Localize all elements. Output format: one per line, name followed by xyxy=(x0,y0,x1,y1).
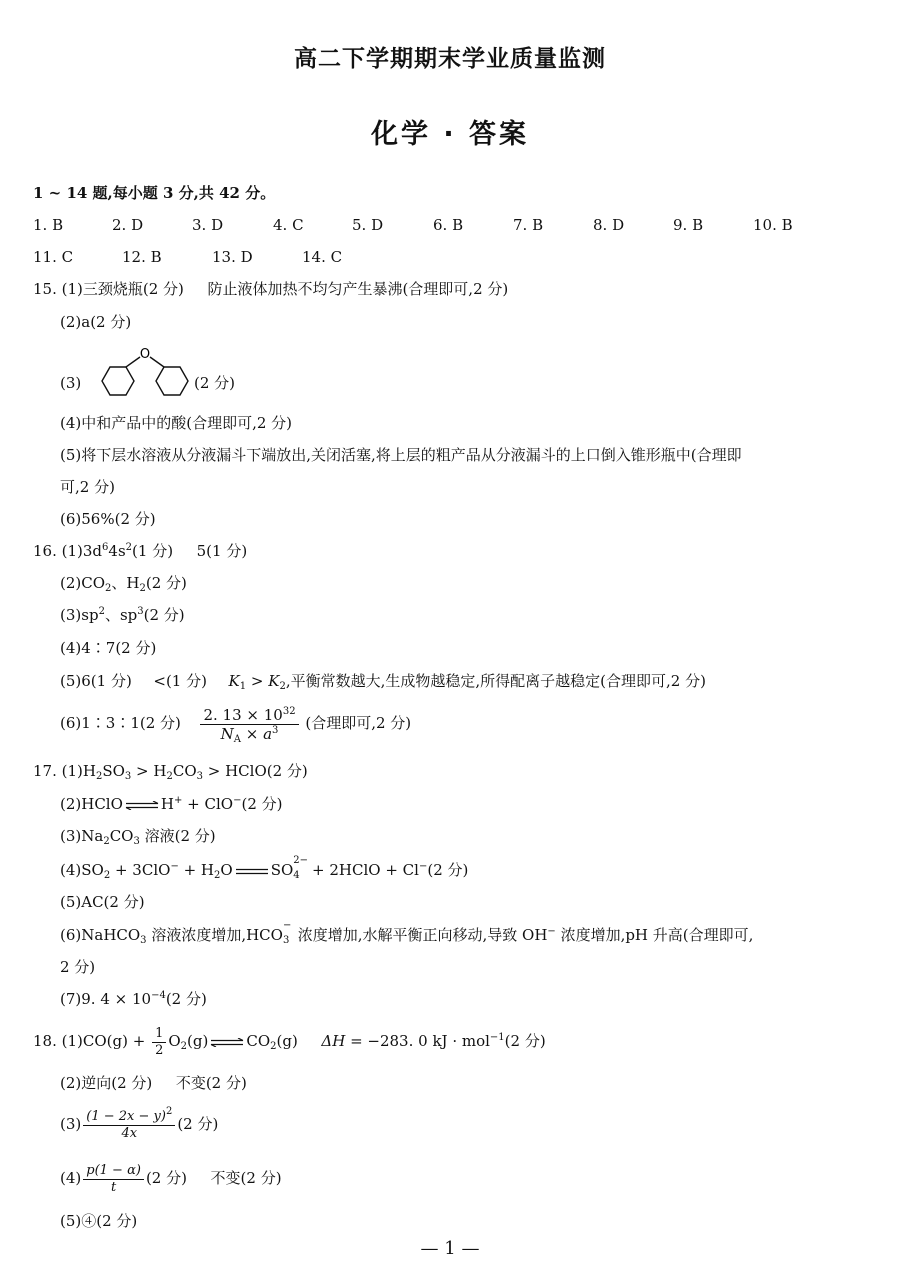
mc-answer: 8. D xyxy=(593,216,625,234)
mc-answer: 13. D xyxy=(212,248,253,266)
text: 浓度增加,水解平衡正向移动,导致 OH xyxy=(292,926,548,944)
text: 2 xyxy=(95,771,103,782)
text: (3) xyxy=(60,1115,82,1133)
text: 5(1 分) xyxy=(196,542,248,560)
q17-line3 xyxy=(60,826,216,846)
text: + ClO xyxy=(182,795,234,813)
text: 不变(2 分) xyxy=(210,1169,282,1187)
q15-line2: (2)a(2 分) xyxy=(60,313,132,331)
text: (2 分) xyxy=(143,606,185,624)
q15-part1-reason: 防止液体加热不均匀产生暴沸(合理即可,2 分) xyxy=(207,280,509,298)
text: − xyxy=(170,861,179,872)
text: (2 分) xyxy=(241,795,283,813)
kp-fraction xyxy=(83,1105,175,1142)
equilibrium-arrow-icon xyxy=(210,1038,244,1047)
q15-line4: (4)中和产品中的酸(合理即可,2 分) xyxy=(60,414,293,432)
q16-line6 xyxy=(60,703,411,743)
half-fraction xyxy=(152,1026,166,1059)
text: 2 xyxy=(139,583,146,594)
text: + xyxy=(174,795,183,806)
text: > xyxy=(246,672,269,690)
text: (4)SO xyxy=(60,861,104,879)
text: (2 分) xyxy=(427,861,469,879)
text: (6)NaHCO xyxy=(60,926,141,944)
text: 2 xyxy=(166,771,173,782)
q15-line6: (6)56%(2 分) xyxy=(60,510,156,528)
text: A xyxy=(233,733,241,745)
text: −4 xyxy=(151,990,166,1001)
text: 4x xyxy=(121,1125,138,1141)
text: (2)HClO xyxy=(60,795,123,813)
mc-answer: 6. B xyxy=(433,216,464,234)
mc-answer: 14. C xyxy=(302,248,343,266)
text: (3)Na xyxy=(60,827,104,845)
text: O xyxy=(220,861,233,879)
text: (6)1∶3∶1(2 分) xyxy=(60,714,181,732)
text: 2− xyxy=(293,855,309,866)
text: 2 xyxy=(165,1105,173,1117)
dicyclohexyl-ether-structure xyxy=(92,343,200,405)
text: 2. 13 × 10 xyxy=(203,705,283,724)
q18-line5: (5)④(2 分) xyxy=(60,1212,138,1230)
q17-line6-cont: 2 分) xyxy=(60,958,96,976)
text: H xyxy=(160,795,174,813)
q15-part3-label: (3) xyxy=(60,374,82,392)
text: ,平衡常数越大,生成物越稳定,所得配离子越稳定(合理即可,2 分) xyxy=(285,672,706,690)
text: 16. (1)3d xyxy=(33,542,103,560)
text: − xyxy=(418,861,428,872)
text: 2 xyxy=(125,542,133,553)
text: 3 xyxy=(133,836,140,847)
q16-line1 xyxy=(33,541,247,561)
text: K xyxy=(228,672,240,690)
q15-line3 xyxy=(60,373,81,393)
text: 2 xyxy=(103,870,111,881)
mc-answer: 7. B xyxy=(513,216,544,234)
q17-line6 xyxy=(60,920,754,946)
q17-line5: (5)AC(2 分) xyxy=(60,893,145,911)
mc-answer: 11. C xyxy=(33,248,74,266)
q17-line2 xyxy=(60,794,283,814)
mc-answer: 3. D xyxy=(192,216,224,234)
q18-line4 xyxy=(60,1158,282,1198)
text: 3 xyxy=(272,724,279,736)
text: 溶液(2 分) xyxy=(139,827,216,845)
text: (1 − 2x − y) xyxy=(86,1108,166,1124)
text: CO xyxy=(246,1032,271,1050)
text: t xyxy=(110,1179,117,1195)
q17-line1 xyxy=(33,761,308,781)
text: 18. (1)CO(g) + xyxy=(33,1032,151,1050)
page-subtitle: 化学 · 答案 xyxy=(370,119,530,150)
mc-answer: 2. D xyxy=(112,216,144,234)
text: + 3ClO xyxy=(110,861,171,879)
q15-part1-answer: 15. (1)三颈烧瓶(2 分) xyxy=(33,280,184,298)
text: 2 xyxy=(155,1042,164,1058)
text: = −283. 0 kJ · mol xyxy=(345,1032,490,1050)
q17-line7 xyxy=(60,989,207,1009)
text: 32 xyxy=(282,705,296,717)
text: 2 xyxy=(279,681,286,692)
text: 17. (1)H xyxy=(33,762,96,780)
text: 1 xyxy=(152,1026,166,1043)
q15-line5: (5)将下层水溶液从分液漏斗下端放出,关闭活塞,将上层的粗产品从分液漏斗的上口倒入锥形瓶中(合理即 xyxy=(60,446,742,464)
text: (2 分) xyxy=(165,990,207,1008)
mc-answer: 1. B xyxy=(33,216,64,234)
mc-answer: 12. B xyxy=(122,248,162,266)
text: −1 xyxy=(489,1032,505,1043)
mc-answer: 9. B xyxy=(673,216,704,234)
text: (2 分) xyxy=(145,574,187,592)
text: × xyxy=(240,724,264,743)
q18-line3 xyxy=(60,1104,218,1144)
text: (4) xyxy=(60,1169,82,1187)
rate-fraction xyxy=(83,1163,144,1196)
text: (2 分) xyxy=(145,1169,187,1187)
text: 1 xyxy=(239,681,247,692)
text: 不变(2 分) xyxy=(175,1074,247,1092)
text: 4s xyxy=(108,542,126,560)
q16-line4: (4)4∶7(2 分) xyxy=(60,639,157,657)
text: (7)9. 4 × 10 xyxy=(60,990,152,1008)
text: + 2HClO + Cl xyxy=(307,861,419,879)
text: p(1 − α) xyxy=(83,1163,144,1180)
density-fraction xyxy=(200,706,298,743)
text: CO xyxy=(172,762,197,780)
text: (合理即可,2 分) xyxy=(305,714,412,732)
mc-intro: 1 ~ 14 题,每小题 3 分,共 42 分。 xyxy=(33,184,276,202)
text: 3 xyxy=(140,935,147,946)
text: (2)CO xyxy=(60,574,106,592)
text: 4 xyxy=(293,870,300,881)
text: 2 xyxy=(180,1041,188,1052)
q15-line3-score: (2 分) xyxy=(194,374,236,392)
text: 2 xyxy=(105,583,112,594)
text: (2)逆向(2 分) xyxy=(60,1074,153,1092)
text: ΔH xyxy=(321,1032,346,1050)
text: (5)6(1 分) xyxy=(60,672,132,690)
q16-line3 xyxy=(60,605,185,625)
text: 6 xyxy=(102,542,109,553)
page-number: — 1 — xyxy=(420,1238,480,1259)
text: (g) xyxy=(276,1032,298,1050)
text: <(1 分) xyxy=(153,672,207,690)
text: (1 分) xyxy=(132,542,174,560)
text: 浓度增加,pH 升高(合理即可, xyxy=(555,926,754,944)
q16-line2 xyxy=(60,573,187,593)
text: > H xyxy=(131,762,167,780)
q15-line1 xyxy=(33,279,508,299)
text: 2 xyxy=(214,870,221,881)
text: CO xyxy=(109,827,134,845)
text: N xyxy=(220,724,234,743)
text: 、sp xyxy=(104,606,138,624)
text: (2 分) xyxy=(177,1115,219,1133)
q16-line5 xyxy=(60,671,706,691)
q17-line4 xyxy=(60,855,469,881)
page-title: 高二下学期期末学业质量监测 xyxy=(294,46,606,72)
text: 2 xyxy=(270,1041,277,1052)
text: (2 分) xyxy=(504,1032,546,1050)
equilibrium-arrow-icon xyxy=(125,801,159,810)
mc-answer: 10. B xyxy=(753,216,793,234)
q18-line2 xyxy=(60,1073,247,1093)
text: + H xyxy=(178,861,215,879)
text: a xyxy=(263,724,273,743)
q15-line5-cont: 可,2 分) xyxy=(60,478,115,496)
text: (3)sp xyxy=(60,606,99,624)
equals-sign-icon xyxy=(235,867,269,876)
mc-answer: 4. C xyxy=(273,216,304,234)
text: − xyxy=(547,926,556,937)
molecule-drawing xyxy=(92,343,200,405)
text: (g) xyxy=(187,1032,209,1050)
text: 3 xyxy=(137,606,144,617)
text: SO xyxy=(102,762,125,780)
text: 3 xyxy=(282,935,290,946)
text: − xyxy=(233,795,242,806)
text: 、H xyxy=(111,574,140,592)
text: O xyxy=(168,1032,181,1050)
text: > HClO(2 分) xyxy=(203,762,308,780)
text: − xyxy=(282,920,292,931)
text: 2 xyxy=(103,836,110,847)
text: 2 xyxy=(98,606,105,617)
text: 3 xyxy=(124,771,132,782)
text: SO xyxy=(270,861,294,879)
text: K xyxy=(268,672,280,690)
text: 溶液浓度增加,HCO xyxy=(146,926,283,944)
text: 3 xyxy=(196,771,203,782)
mc-answer: 5. D xyxy=(352,216,384,234)
q18-line1 xyxy=(33,1021,546,1061)
oxygen-atom-label: O xyxy=(139,347,151,362)
